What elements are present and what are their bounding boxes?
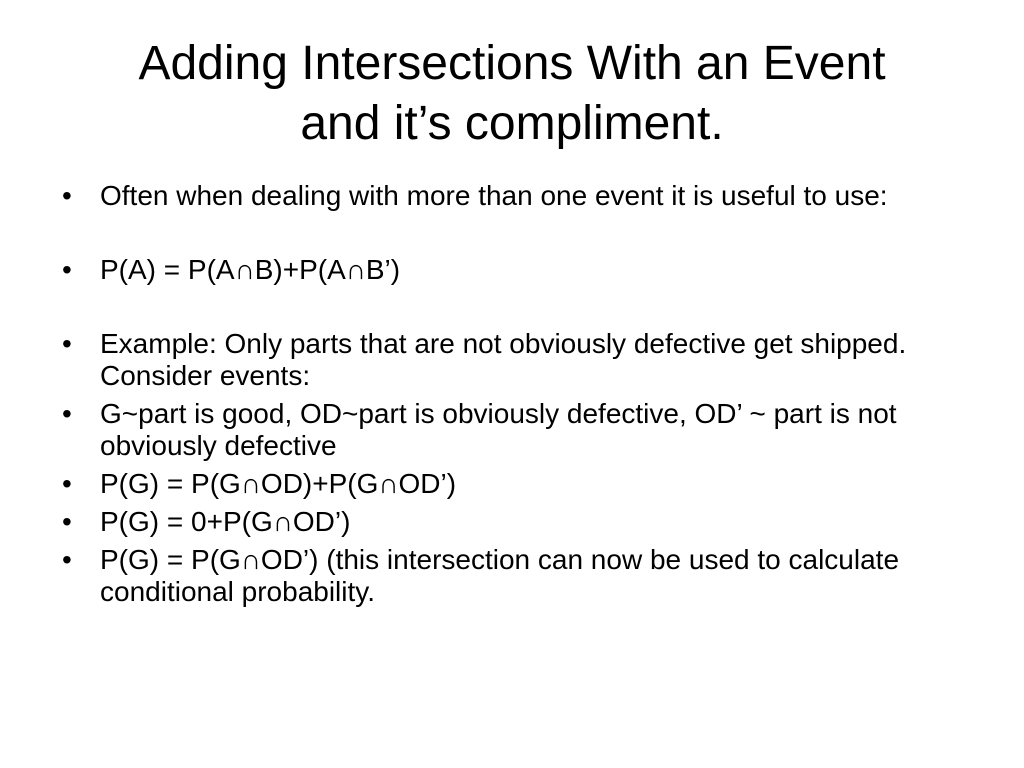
bullet-icon: • [62,180,72,211]
slide-title [40,34,984,154]
bullet-icon: • [62,506,72,537]
bullet-icon: • [62,254,72,285]
bullet-item [58,180,968,212]
bullet-text: Often when dealing with more than one event it is useful to use: [100,180,888,211]
bullet-item [58,254,968,286]
bullet-icon: • [62,544,72,575]
bullet-text: P(G) = P(G∩OD’) (this intersection can now be used to calculate conditional probability. [100,544,900,607]
bullet-item [58,544,968,608]
bullet-text: P(A) = P(A∩B)+P(A∩B’) [100,254,401,285]
bullet-text: P(G) = P(G∩OD)+P(G∩OD’) [100,468,457,499]
bullet-text: P(G) = 0+P(G∩OD’) [100,506,351,537]
bullet-item [58,506,968,538]
bullet-icon: • [62,398,72,429]
bullet-text: G~part is good, OD~part is obviously defective, OD’ ~ part is not obviously defective [100,398,897,461]
slide-title-line-2: and it’s compliment. [300,97,724,150]
bullet-item [58,398,968,462]
bullet-item [58,468,968,500]
bullet-icon: • [62,328,72,359]
bullet-icon: • [62,468,72,499]
bullet-list [58,180,968,608]
bullet-text: Example: Only parts that are not obviously defective get shipped. Consider events: [100,328,907,391]
bullet-item [58,328,968,392]
slide-title-line-1: Adding Intersections With an Event [138,37,886,90]
